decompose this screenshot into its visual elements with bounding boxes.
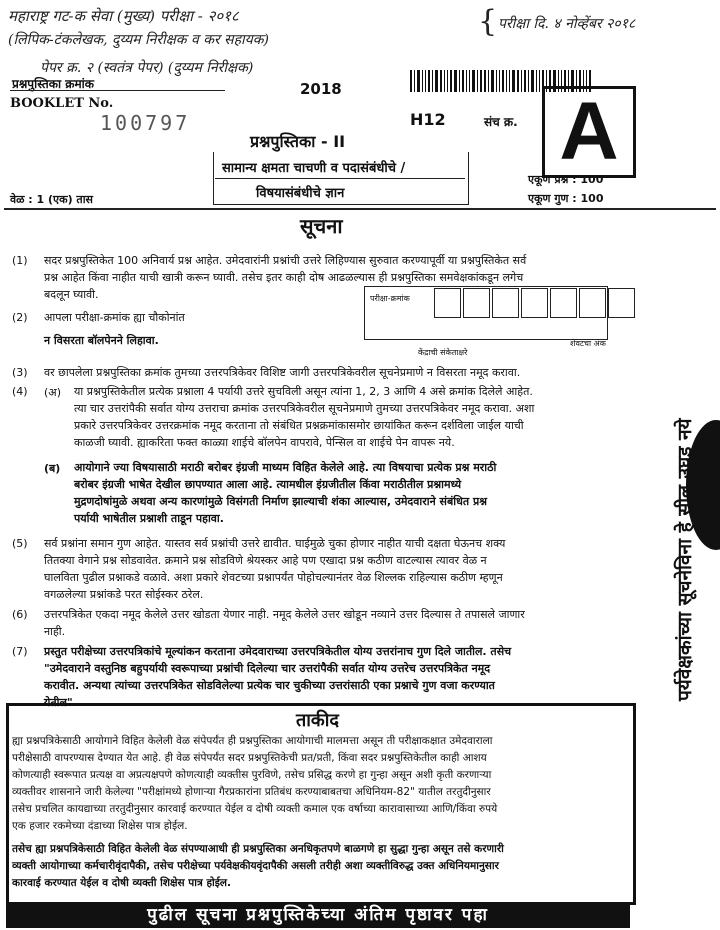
barcode-bar [435, 70, 438, 92]
roll-cell[interactable] [521, 288, 548, 318]
barcode-bar [480, 70, 482, 92]
instruction-4a-line: काळजी घ्यावी. ह्याकरिता फक्त काळ्या शाईचे बॉलपेन वापरावे, पेन्सिल वा शाईचे पेन वापरू नये. [74, 436, 455, 449]
barcode-bar [488, 70, 489, 92]
booklet-number: 100797 [100, 111, 191, 135]
instruction-4a-line: या प्रश्नपुस्तिकेतील प्रत्येक प्रश्नाला 4 पर्यायी उत्तरे सुचविली असून त्यांना 1, 2, 3 आणि 4 असे क्रमांक दिलेले आहेत. [74, 385, 533, 398]
barcode-bar [477, 70, 478, 92]
barcode-bar [509, 70, 510, 92]
barcode-bar [447, 70, 448, 92]
item-number: (1) [12, 254, 28, 267]
barcode-bar [531, 70, 534, 92]
barcode-bar [502, 70, 504, 92]
handwritten-post-names: (लिपिक-टंकलेखक, दुय्यम निरीक्षक व कर सहायक) [8, 32, 270, 48]
barcode-bar [491, 70, 494, 92]
item-number: (3) [12, 366, 28, 379]
barcode-bar [512, 70, 515, 92]
barcode-bar [414, 70, 415, 92]
handwritten-paper-no: पेपर क्र. २ (स्वतंत्र पेपर) (दुय्यम निरीक्षक) [40, 60, 254, 76]
warning-line: व्यक्तीवर शासनाने जारी केलेल्या "परीक्षांमध्ये होणाऱ्या गैरप्रकारांना प्रतिबंध करण्याबाबतचा अधिनियम-82" यातील तरतुदीनुसार [12, 786, 491, 798]
set-label: संच क्र. [484, 115, 518, 129]
barcode-bar [524, 70, 526, 92]
instruction-7-line: करावीत. अन्यथा त्यांच्या उत्तरपत्रिकेत सोडविलेल्या प्रत्येक चार चुकीच्या उत्तरांसाठी एका प्रश्नाचे गुण वजा करण्यात [44, 679, 495, 692]
barcode-bar [484, 70, 486, 92]
barcode-bar [432, 70, 433, 92]
instruction-7-line: येतील". [44, 696, 77, 709]
roll-cell[interactable] [463, 288, 490, 318]
time-allowed: वेळ : 1 (एक) तास [10, 193, 93, 206]
item-number: (4) [12, 385, 28, 398]
barcode-bar [496, 70, 497, 92]
instruction-4b-line: पर्यायी भाषेतील प्रश्नाशी ताडून पहावा. [74, 512, 224, 525]
seal-side-note: पर्यवेक्षकांच्या सूचनेविना हे सील उघडू नये [674, 418, 696, 702]
booklet-title: प्रश्नपुस्तिका - II [250, 132, 346, 151]
barcode-bar [450, 70, 452, 92]
instruction-7-line: प्रस्तुत परीक्षेच्या उत्तरपत्रिकांचे मूल्यांकन करताना उमेदवाराच्या उत्तरपत्रिकेतील योग्य उत्तरांनाच गुण दिले जातील. तसेच [44, 645, 512, 658]
barcode-bar [440, 70, 442, 92]
barcode-bar [536, 70, 537, 92]
subject-line-2: विषयासंबंधीचे ज्ञान [256, 186, 345, 201]
barcode-bar [425, 70, 426, 92]
roll-cell[interactable] [492, 288, 519, 318]
barcode-bar [472, 70, 475, 92]
item-subnumber: (अ) [44, 386, 61, 399]
warning-line: ह्या प्रश्नपत्रिकेसाठी आयोगाने विहित केलेली वेळ संपेपर्यंत ही प्रश्नपुस्तिका आयोगाची मालमत्ता असून ती परीक्षाकक्षात उमेदवाराला [12, 735, 493, 747]
handwritten-exam-date: परीक्षा दि. ४ नोव्हेंबर २०१८ [498, 16, 636, 32]
barcode-bar [466, 70, 467, 92]
year: 2018 [300, 80, 342, 98]
barcode-bar [462, 70, 464, 92]
instruction-1-line: प्रश्न आहेत किंवा नाहीत याची खात्री करून घ्यावी. तसेच इतर काही दोष आढळल्यास ही प्रश्नपुस्तिका समवेक्षकांकडून लगेच [44, 271, 524, 284]
barcode-bar [428, 70, 430, 92]
barcode-bar [499, 70, 500, 92]
roll-cell[interactable] [434, 288, 461, 318]
roll-number-cells [434, 288, 637, 318]
instructions-heading: सूचना [300, 214, 343, 238]
warning-line: व्यक्ती आयोगाच्या कर्मचारीवृंदापैकी, तसेच परीक्षेच्या पर्यवेक्षकीयवृंदापैकी असली तरीही अशा व्यक्तीविरुद्ध उक्त अधिनियमानुसार [12, 860, 499, 872]
instruction-7-line: "उमेदवाराने वस्तुनिष्ठ बहुपर्यायी स्वरूपाच्या प्रश्नांची दिलेल्या चार उत्तरांपैकी सर्वात योग्य उत्तरेच उत्तरपत्रिकेत नमूद [44, 662, 491, 675]
warning-line: तसेच प्रचलित कायद्याच्या तरतुदीनुसार कारवाई करण्यात येईल व दोषी व्यक्ती कमाल एक वर्षाच्या कारावासाच्या आणि/किंवा रुपये [12, 803, 498, 815]
instruction-4b-line: बरोबर इंग्रजी भाषेत देखील छापण्यात आला आहे. त्यामधील इंग्रजीतील किंवा मराठीतील प्रश्नामध्ये [74, 478, 462, 491]
instruction-5-line: वगळलेल्या प्रश्नांकडे परत सोईस्कर ठरेल. [44, 588, 204, 601]
warning-line: कारवाई करण्यात येईल व दोषी व्यक्ती शिक्षेस पात्र होईल. [12, 877, 231, 889]
item-subnumber: (ब) [44, 462, 61, 475]
paper-code: H12 [410, 110, 446, 129]
barcode-bar [422, 70, 423, 92]
booklet-label-english: BOOKLET No. [10, 96, 114, 111]
footer-banner: पुढील सूचना प्रश्नपुस्तिकेच्या अंतिम पृष्ठावर पहा [6, 902, 630, 928]
instruction-1-line: सदर प्रश्नपुस्तिकेत 100 अनिवार्य प्रश्न आहेत. उमेदवारांनी प्रश्नांची उत्तरे लिहिण्यास सुरुवात करण्यापूर्वी या प्रश्नपुस्तिकेत सर्व [44, 254, 527, 267]
warning-heading: ताकीद [296, 710, 339, 731]
barcode-bar [517, 70, 519, 92]
barcode-bar [417, 70, 420, 92]
set-letter-box: A [542, 86, 636, 178]
subject-line-1: सामान्य क्षमता चाचणी व पदासंबंधीचे / [222, 161, 406, 176]
item-number: (6) [12, 608, 28, 621]
instruction-6-line: नाही. [44, 625, 66, 638]
roll-cell[interactable] [579, 288, 606, 318]
grid-footnote-last-digit: शेवटचा अंक [570, 339, 606, 348]
instruction-2-line: आपला परीक्षा-क्रमांक ह्या चौकोनांत [44, 311, 185, 324]
instruction-5-line: तितक्या वेगाने प्रश्न सोडवावेत. क्रमाने प्रश्न सोडविणे श्रेयस्कर आहे पण एखादा प्रश्न कठीण वाटल्यास त्यावर वेळ न [44, 554, 487, 567]
item-number: (7) [12, 645, 28, 658]
barcode-bar [506, 70, 507, 92]
total-marks: एकूण गुण : 100 [528, 192, 604, 205]
instruction-5-line: सर्व प्रश्नांना समान गुण आहेत. यास्तव सर्व प्रश्नांची उत्तरे द्यावीत. घाईमुळे चुका होणार नाहीत याची दक्षता घेऊनच शक्य [44, 537, 506, 550]
divider [10, 90, 225, 91]
instruction-4b-line: मुद्रणदोषांमुळे अथवा अन्य कारणांमुळे विसंगती निर्माण झाल्याची शंका आल्यास, उमेदवाराने संबंधित प्रश्न [74, 495, 487, 508]
roll-cell[interactable] [608, 288, 635, 318]
warning-line: कोणत्याही स्वरूपात प्रत्यक्ष वा अप्रत्यक्षपणे कोणत्याही व्यक्तीस पुरविणे, तसेच प्रसिद्ध करणे हा गुन्हा असून अशी कृती करणाऱ्या [12, 769, 492, 781]
barcode-bar [521, 70, 522, 92]
grid-footnote-centre: केंद्राची संकेताक्षरे [418, 348, 468, 357]
grid-label: परीक्षा-क्रमांक [370, 294, 410, 303]
barcode-bar [459, 70, 460, 92]
booklet-label-marathi: प्रश्नपुस्तिका क्रमांक [12, 77, 94, 91]
barcode-bar [444, 70, 445, 92]
barcode-bar [410, 70, 412, 92]
instruction-2-line: न विसरता बॉलपेनने लिहावा. [44, 334, 159, 347]
instruction-5-line: घालविता पुढील प्रश्नाकडे वळावे. अशा प्रकारे शेवटच्या प्रश्नापर्यंत पोहोचल्यानंतर वेळ शिल्लक राहिल्यास कठीण म्हणून [44, 571, 503, 584]
roll-cell[interactable] [550, 288, 577, 318]
item-number: (2) [12, 311, 28, 324]
total-questions: एकूण प्रश्न : 100 [528, 173, 604, 186]
barcode-bar [469, 70, 470, 92]
warning-line: तसेच ह्या प्रश्नपत्रिकेसाठी विहित केलेली वेळ संपण्याआधी ही प्रश्नपुस्तिका अनधिकृतपणे बाळगणे हा सुद्धा गुन्हा असून तसे करणारी [12, 843, 504, 855]
barcode-bar [539, 70, 540, 92]
warning-line: परीक्षेसाठी वापरण्यास देण्यात येत आहे. ही वेळ संपेपर्यंत सदर प्रश्नपुस्तिकेची प्रत/प्रती, किंवा सदर प्रश्नपुस्तिकेतील काही आशय [12, 752, 487, 764]
item-number: (5) [12, 537, 28, 550]
barcode-bar [454, 70, 457, 92]
instruction-3-line: वर छापलेला प्रश्नपुस्तिका क्रमांक तुमच्या उत्तरपत्रिकेवर विशिष्ट जागी उत्तरपत्रिकेवरील सूचनेप्रमाणे न विसरता नमूद करावा. [44, 366, 521, 379]
divider [4, 208, 716, 210]
handwritten-exam-name: महाराष्ट्र गट-क सेवा (मुख्य) परीक्षा - २०१८ [8, 7, 239, 25]
instruction-4b-line: आयोगाने ज्या विषयासाठी मराठी बरोबर इंग्रजी माध्यम विहित केलेले आहे. त्या विषयाचा प्रत्येक प्रश्न मराठी [74, 461, 497, 474]
instruction-4a-line: त्या चार उत्तरांपैकी सर्वात योग्य उत्तराचा क्रमांक उत्तरपत्रिकेवरील सूचनेप्रमाणे तुमच्या उत्तरपत्रिकेवर नमूद करावा. अशा [74, 402, 535, 415]
warning-line: एक हजार रकमेच्या दंडाच्या शिक्षेस पात्र होईल. [12, 820, 188, 832]
instruction-4a-line: प्रकारे उत्तरपत्रिकेवर उत्तरक्रमांक नमूद करताना तो संबंधित प्रश्नक्रमांकासमोर छायांकित करून दर्शविला जाईल याची [74, 419, 524, 432]
brace-mark: { [478, 4, 498, 39]
instruction-1-line: बदलून घ्यावी. [44, 288, 99, 301]
barcode-bar [528, 70, 529, 92]
instruction-6-line: उत्तरपत्रिकेत एकदा नमूद केलेले उत्तर खोडता येणार नाही. नमूद केलेले उत्तर खोडून नव्याने उत्तर दिल्यास ते तपासले जाणार [44, 608, 525, 621]
divider [215, 178, 465, 179]
